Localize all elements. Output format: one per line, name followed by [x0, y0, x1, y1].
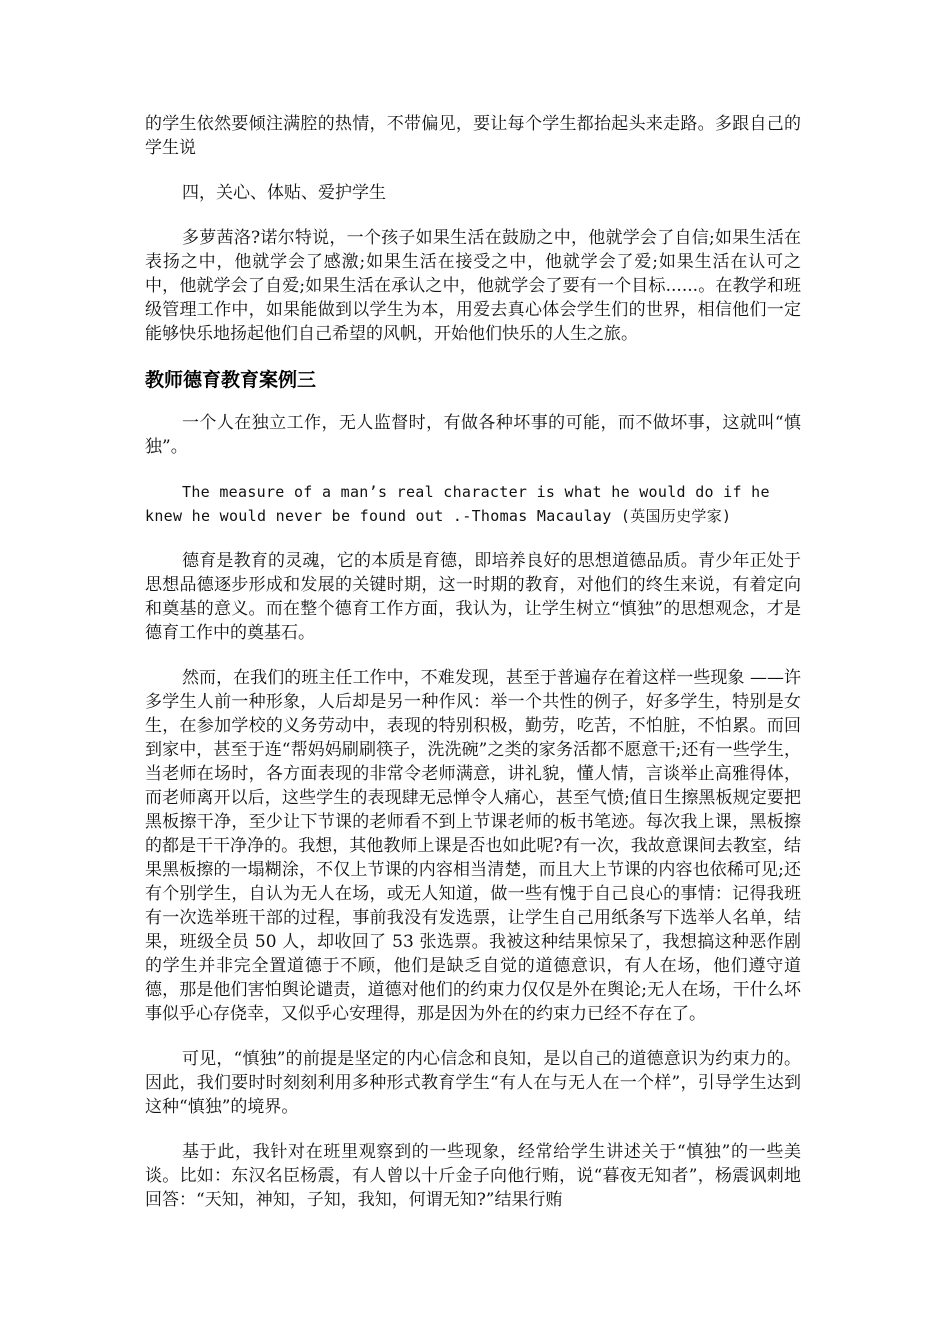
section-heading: 教师德育教育案例三 — [145, 369, 317, 391]
document-page — [145, 112, 801, 1233]
paragraph-conclusion: 可见，“慎独”的前提是坚定的内心信念和良知，是以自己的道德意识为约束力的。因此，我们要时时刻刻利用多种形式教育学生“有人在与无人在一个样”，引导学生达到这种“慎独”的境界。 — [145, 1049, 801, 1117]
paragraph-moral-education: 德育是教育的灵魂，它的本质是育德，即培养良好的思想道德品质。青少年正处于思想品德逐步形成和发展的关键时期，这一时期的教育，对他们的终生来说，有着定向和奠基的意义。而在整个德育工作方面，我认为，让学生树立“慎独”的思想观念，才是德育工作中的奠基石。 — [145, 551, 801, 643]
section-subtitle: 四，关心、体贴、爱护学生 — [182, 183, 386, 203]
paragraph-observations: 然而，在我们的班主任工作中，不难发现，甚至于普遍存在着这样一些现象 ——许多学生人前一种形象，人后却是另一种作风：举一个共性的例子，好多学生，特别是女生，在参加学校的义务劳动中，表现的特别积极，勤劳，吃苦，不怕脏，不怕累。而回到家中，甚至于连“帮妈妈刷刷筷子，洗洗碗”之类的家务活都不愿意干;还有一些学生，当老师在场时，各方面表现的非常令老师满意，讲礼貌，懂人情，言谈举止高雅得体，而老师离开以后，这些学生的表现肆无忌惮令人痛心，甚至气愤;值日生擦黑板规定要把黑板擦干净，至少让下节课的老师看不到上节课老师的板书笔迹。每次我上课，黑板擦的都是干干净净的。我想，其他教师上课是否也如此呢?有一次，我故意课间去教室，结果黑板擦的一塌糊涂，不仅上节课的内容相当清楚，而且大上节课的内容也依稀可见;还有个别学生，自认为无人在场，或无人知道，做一些有愧于自己良心的事情：记得我班有一次选举班干部的过程，事前我没有发选票，让学生自己用纸条写下选举人名单，结果，班级全员 50 人，却收回了 53 张选票。我被这种结果惊呆了，我想搞这种恶作剧的学生并非完全置道德于不顾，他们是缺乏自觉的道德意识，有人在场，他们遵守道德，那是他们害怕舆论谴责，道德对他们的约束力仅仅是外在舆论;无人在场，干什么坏事似乎心存侥幸，又似乎心安理得，那是因为外在的约束力已经不存在了。 — [145, 668, 801, 1024]
paragraph-english-quote: The measure of a man’s real character is what he would do if he knew he would never be found out .-Thomas Macaulay (英国历史学家) — [145, 483, 770, 525]
paragraph-continuation: 的学生依然要倾注满腔的热情，不带偏见，要让每个学生都抬起头来走路。多跟自己的学生说 — [145, 114, 801, 158]
paragraph-yangzhen-story: 基于此，我针对在班里观察到的一些现象，经常给学生讲述关于“慎独”的一些美谈。比如：东汉名臣杨震，有人曾以十斤金子向他行贿，说“暮夜无知者”，杨震讽刺地回答：“天知，神知，子知，我知，何谓无知?”结果行贿 — [145, 1142, 801, 1210]
paragraph-shendu-definition: 一个人在独立工作，无人监督时，有做各种坏事的可能，而不做坏事，这就叫“慎独”。 — [145, 413, 801, 457]
paragraph-nolte-quote: 多萝茜洛?诺尔特说，一个孩子如果生活在鼓励之中，他就学会了自信;如果生活在表扬之中，他就学会了感激;如果生活在接受之中，他就学会了爱;如果生活在认可之中，他就学会了自爱;如果生活在承认之中，他就学会了要有一个目标......。在教学和班级管理工作中，如果能做到以学生为本，用爱去真心体会学生们的世界，相信他们一定能够快乐地扬起他们自己希望的风帆，开始他们快乐的人生之旅。 — [145, 228, 801, 344]
